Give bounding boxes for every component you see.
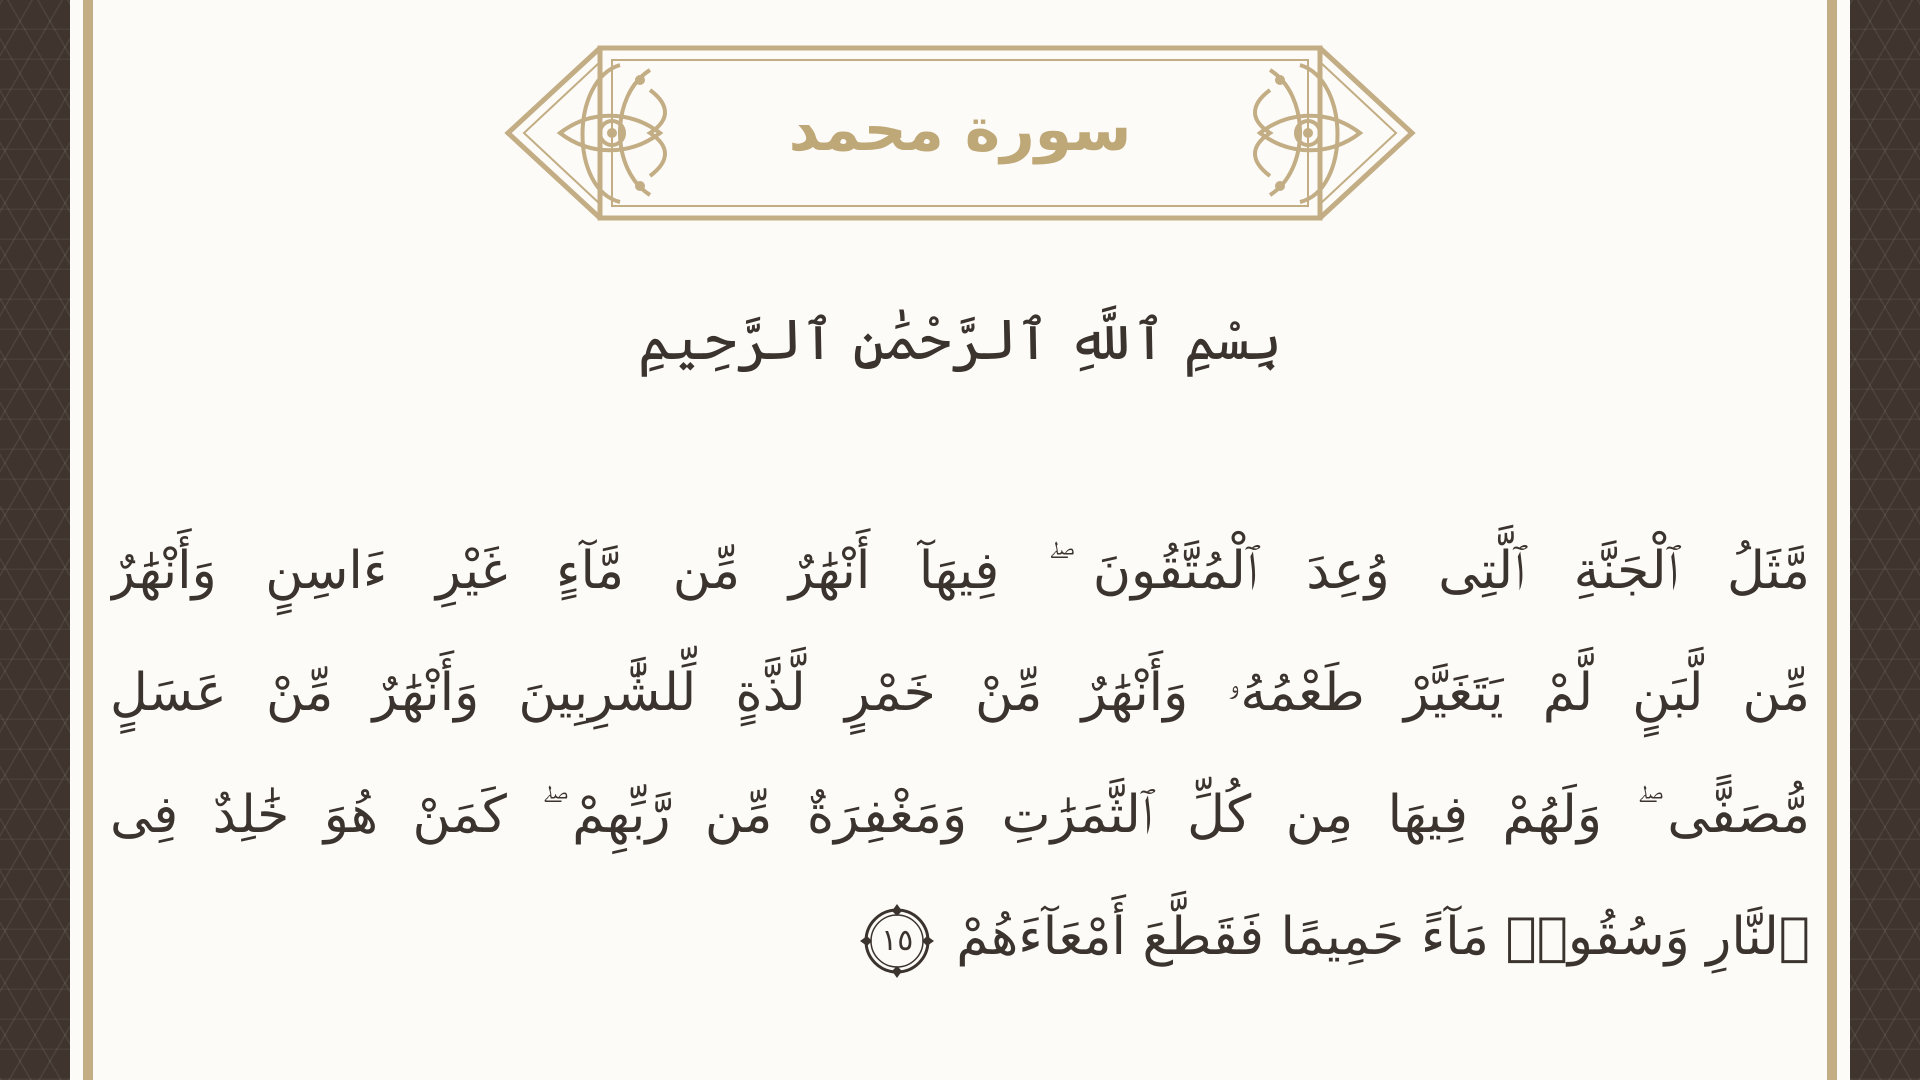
verse-line-1: مَّثَلُ ٱلْجَنَّةِ ٱلَّتِى وُعِدَ ٱلْمُتَّقُونَ ۖ فِيهَآ أَنْهَٰرٌ مِّن مَّآءٍ غَيْرِ ءَاسِنٍ وَأَنْهَٰرٌ xyxy=(110,541,1810,601)
surah-title: سورة محمد xyxy=(788,95,1132,165)
verse-line-4 xyxy=(110,876,1810,998)
right-ornamental-border xyxy=(1850,0,1920,1080)
verse-block xyxy=(110,510,1810,998)
left-ornamental-border xyxy=(0,0,70,1080)
verse-line-4-text: ٱلنَّارِ وَسُقُوا۟ مَآءً حَمِيمًا فَقَطَّعَ أَمْعَآءَهُمْ xyxy=(956,907,1810,967)
surah-title-cartouche xyxy=(500,40,1420,225)
ayah-number-marker xyxy=(858,902,936,980)
left-gold-rule xyxy=(83,0,93,1080)
basmala: بِسْمِ ٱللَّهِ ٱلرَّحْمَٰنِ ٱلرَّحِيمِ xyxy=(637,307,1283,373)
ayah-number: ١٥ xyxy=(881,922,914,958)
verse-line-2: مِّن لَّبَنٍ لَّمْ يَتَغَيَّرْ طَعْمُهُۥ وَأَنْهَٰرٌ مِّنْ خَمْرٍ لَّذَّةٍ لِّلشَّٰرِبِينَ وَأَنْهَٰرٌ مِّنْ عَسَلٍ xyxy=(110,663,1810,723)
verse-line-3: مُّصَفًّى ۖ وَلَهُمْ فِيهَا مِن كُلِّ ٱلثَّمَرَٰتِ وَمَغْفِرَةٌ مِّن رَّبِّهِمْ ۖ كَمَنْ هُوَ خَٰلِدٌ فِى xyxy=(110,785,1810,845)
right-gold-rule xyxy=(1827,0,1837,1080)
